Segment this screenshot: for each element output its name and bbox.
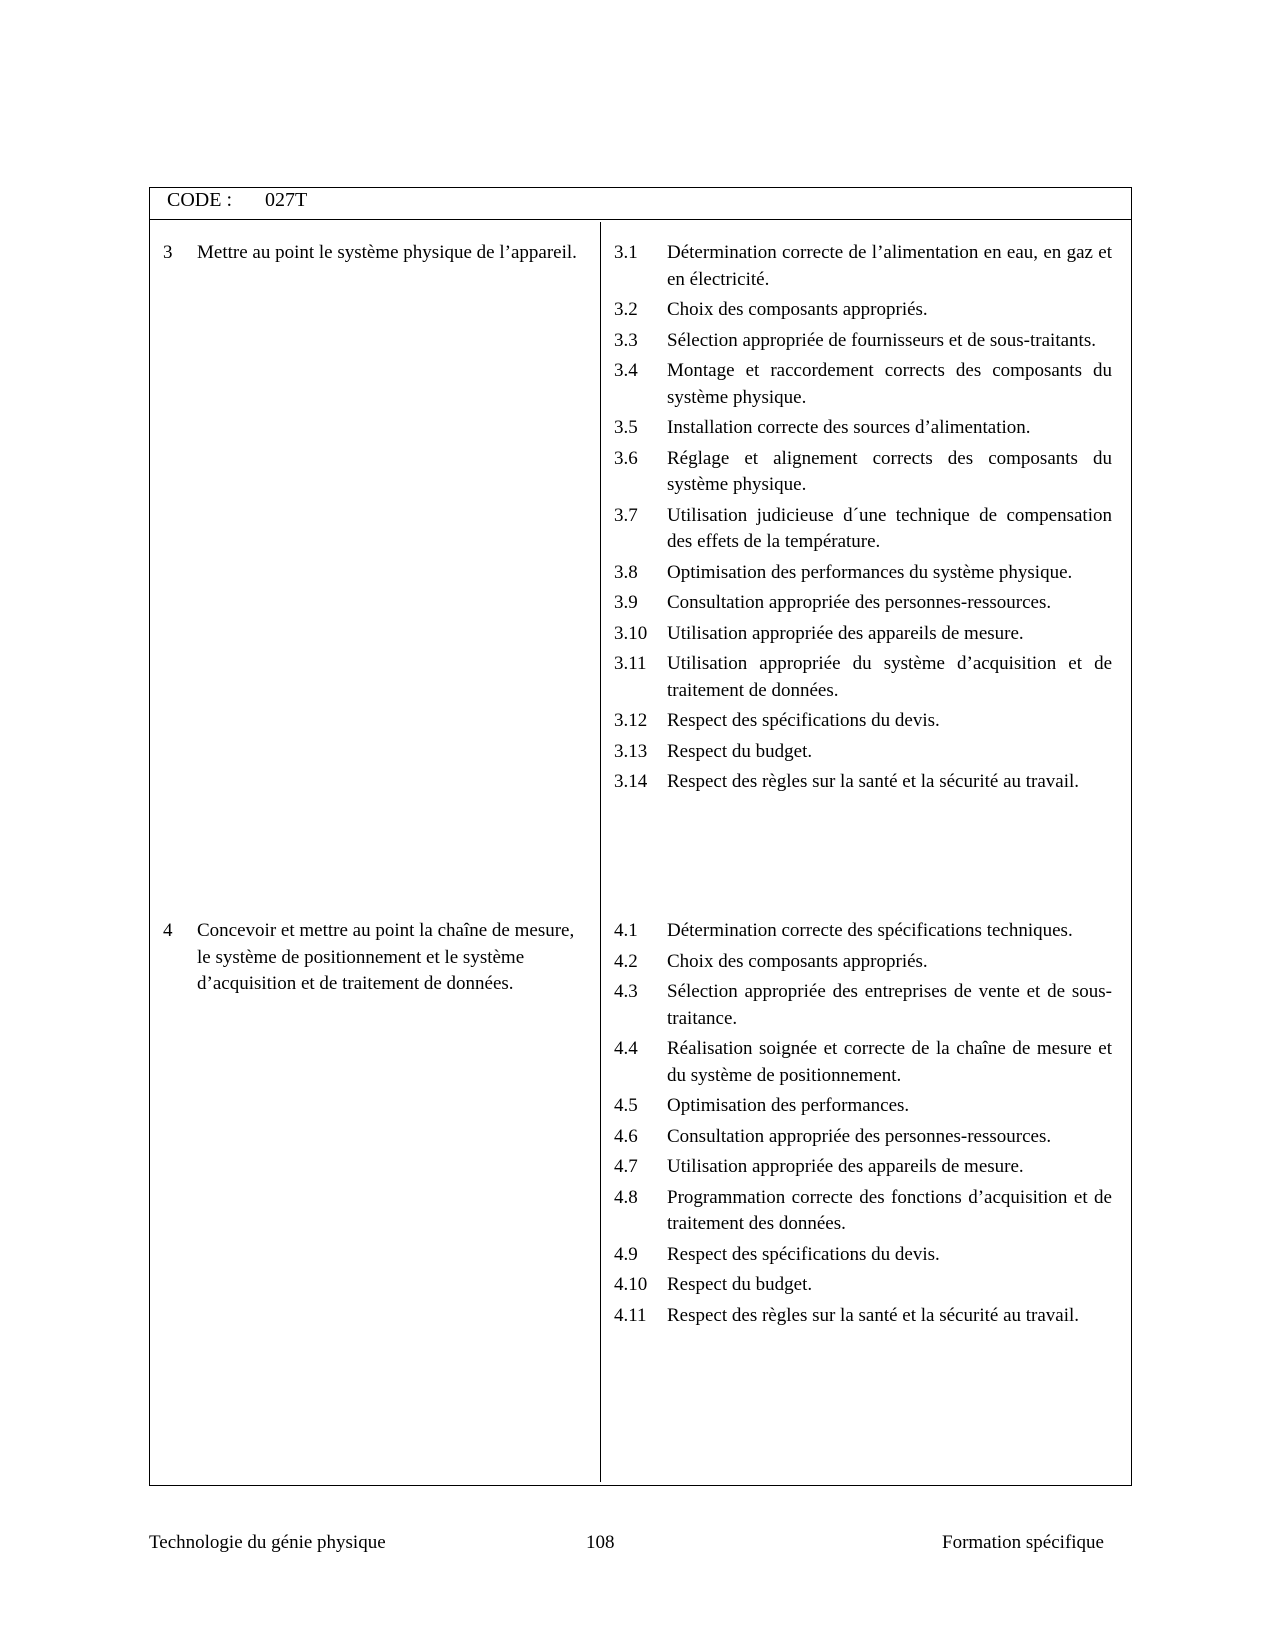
criterion-number: 3.12 (614, 710, 648, 731)
criterion-text: Respect des spécifications du devis. (667, 1243, 940, 1265)
criterion-text: Sélection appropriée des entreprises de vente et de sous-traitance. (667, 981, 1112, 1029)
criterion-number: 3.7 (614, 504, 638, 526)
criterion-text: Respect des règles sur la santé et la sécurité au travail. (667, 1304, 1080, 1326)
criterion-number: 3.11 (614, 653, 647, 674)
criterion-text: Réalisation soignée et correcte de la chaîne de mesure et du système de positionnement. (667, 1038, 1112, 1086)
criterion-text: Respect du budget. (667, 1274, 813, 1295)
criterion-item (614, 297, 1112, 324)
criterion-item (614, 918, 1112, 945)
criterion-number: 4.9 (614, 1243, 638, 1265)
criterion-item (614, 328, 1112, 355)
criterion-item (614, 358, 1112, 411)
criterion-number: 3.8 (614, 561, 638, 583)
criterion-number: 4.4 (614, 1038, 638, 1059)
criterion-number: 3.6 (614, 447, 638, 469)
criterion-text: Respect des règles sur la santé et la sécurité au travail. (667, 771, 1080, 792)
criterion-item (614, 240, 1112, 293)
element-title: Concevoir et mettre au point la chaîne de mesure, le système de positionnement et le système d’acquisition et de traitement de données. (197, 920, 575, 994)
element-title: Mettre au point le système physique de l’appareil. (197, 242, 577, 263)
criterion-item (614, 621, 1112, 648)
criterion-number: 3.1 (614, 242, 638, 263)
criterion-number: 3.3 (614, 329, 638, 351)
criterion-item (614, 739, 1112, 766)
criterion-item (614, 708, 1112, 735)
criterion-item (614, 560, 1112, 587)
criterion-item (614, 979, 1112, 1032)
criterion-text: Respect du budget. (667, 740, 813, 762)
criterion-text: Optimisation des performances du système physique. (667, 561, 1073, 583)
column-divider (600, 222, 601, 1482)
criterion-item (614, 503, 1112, 556)
criterion-number: 4.1 (614, 920, 638, 941)
criterion-number: 3.4 (614, 360, 638, 381)
criterion-text: Réglage et alignement corrects des composants du système physique. (667, 447, 1112, 495)
criterion-number: 3.14 (614, 771, 648, 792)
criterion-item (614, 1036, 1112, 1089)
criterion-number: 4.11 (614, 1304, 647, 1326)
criterion-text: Détermination correcte de l’alimentation en eau, en gaz et en électricité. (667, 242, 1112, 290)
criterion-text: Utilisation judicieuse d´une technique de compensation des effets de la température. (667, 504, 1112, 552)
criterion-number: 3.10 (614, 622, 648, 644)
criterion-item (614, 651, 1112, 704)
criterion-text: Utilisation appropriée des appareils de mesure. (667, 1156, 1024, 1177)
criterion-item (614, 1093, 1112, 1120)
criterion-text: Détermination correcte des spécifications techniques. (667, 920, 1073, 941)
competency-element-3 (163, 240, 588, 267)
code-divider (149, 219, 1132, 220)
criterion-text: Installation correcte des sources d’alimentation. (667, 417, 1031, 438)
criterion-item (614, 1154, 1112, 1181)
criterion-text: Choix des composants appropriés. (667, 950, 928, 972)
criterion-text: Consultation appropriée des personnes-ressources. (667, 592, 1052, 613)
criterion-item (614, 1272, 1112, 1299)
criterion-number: 4.8 (614, 1186, 638, 1208)
criterion-item (614, 769, 1112, 796)
criterion-item (614, 590, 1112, 617)
criterion-text: Choix des composants appropriés. (667, 299, 928, 320)
page-footer (149, 1532, 1132, 1556)
criterion-number: 4.10 (614, 1274, 648, 1295)
criterion-text: Respect des spécifications du devis. (667, 710, 940, 731)
criteria-list-4 (614, 918, 1112, 1333)
criterion-number: 4.5 (614, 1095, 638, 1116)
code-label: CODE : (167, 189, 232, 211)
criterion-item (614, 1242, 1112, 1269)
code-value: 027T (265, 189, 308, 211)
criterion-text: Utilisation appropriée des appareils de mesure. (667, 622, 1024, 644)
code-header (167, 189, 307, 212)
criterion-text: Optimisation des performances. (667, 1095, 910, 1116)
criterion-item (614, 1303, 1112, 1330)
criterion-item (614, 415, 1112, 442)
criterion-number: 4.3 (614, 981, 638, 1002)
criterion-number: 3.2 (614, 299, 638, 320)
criterion-number: 3.13 (614, 740, 648, 762)
element-number: 4 (163, 920, 173, 941)
footer-program: Technologie du génie physique (149, 1532, 386, 1553)
element-number: 3 (163, 242, 173, 263)
criterion-number: 3.9 (614, 592, 638, 613)
criterion-number: 4.7 (614, 1156, 638, 1177)
criterion-text: Montage et raccordement corrects des composants du système physique. (667, 360, 1112, 408)
criterion-text: Utilisation appropriée du système d’acquisition et de traitement de données. (667, 653, 1112, 701)
criterion-text: Sélection appropriée de fournisseurs et de sous-traitants. (667, 329, 1096, 351)
criterion-number: 4.2 (614, 950, 638, 972)
footer-page-number: 108 (586, 1532, 615, 1553)
criterion-item (614, 1185, 1112, 1238)
criterion-text: Consultation appropriée des personnes-ressources. (667, 1125, 1052, 1147)
competency-element-4 (163, 918, 588, 998)
criterion-number: 4.6 (614, 1125, 638, 1147)
footer-section: Formation spécifique (942, 1532, 1104, 1553)
criterion-item (614, 446, 1112, 499)
criterion-item (614, 949, 1112, 976)
criterion-text: Programmation correcte des fonctions d’acquisition et de traitement des données. (667, 1186, 1112, 1234)
criterion-number: 3.5 (614, 417, 638, 438)
criterion-item (614, 1124, 1112, 1151)
criteria-list-3 (614, 240, 1112, 800)
